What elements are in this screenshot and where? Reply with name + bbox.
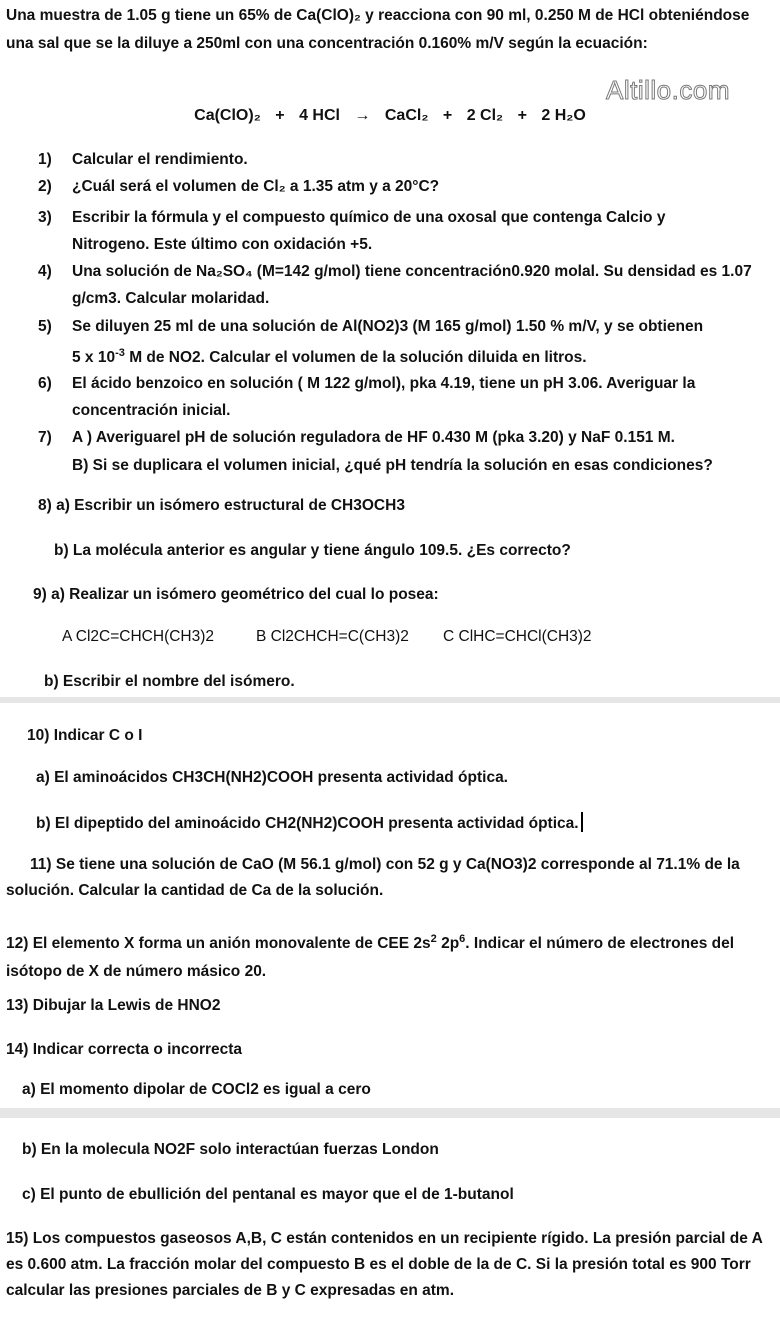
question-13: 13) Dibujar la Lewis de HNO2 (6, 997, 221, 1014)
question-12 (6, 925, 766, 986)
product-1: CaCl₂ (384, 107, 429, 124)
superscript: 6 (459, 933, 466, 945)
option-b: B Cl2CHCH=C(CH3)2 (256, 628, 409, 645)
question-text: El ácido benzoico en solución ( M 122 g/mol), pka 4.19, tiene un pH 3.06. Averiguar la concentración inicial. (72, 375, 696, 419)
question-4 (38, 258, 768, 312)
question-15: 15) Los compuestos gaseosos A,B, C están contenidos en un recipiente rígido. La presión parcial de A es 0.600 atm. La fracción molar del compuesto B es el doble de la de C. Si la presión total es 900 Torr calcular las presiones parciales de B y C expresadas en atm. (6, 1230, 763, 1299)
question-number: 2) (38, 178, 52, 195)
question-number: 6) (38, 375, 52, 392)
question-text-a: Se diluyen 25 ml de una solución de Al(NO2)3 (M 165 g/mol) 1.50 % m/V, y se obtienen (72, 318, 704, 335)
question-7b: B) Si se duplicara el volumen inicial, ¿qué pH tendría la solución en esas condiciones? (72, 457, 713, 474)
option-a: A Cl2C=CHCH(CH3)2 (62, 628, 215, 645)
question-number: 7) (38, 429, 52, 446)
question-11: 11) Se tiene una solución de CaO (M 56.1 g/mol) con 52 g y Ca(NO3)2 corresponde al 71.1% de la solución. Calcular la cantidad de Ca de la solución. (6, 856, 740, 899)
question-8b: b) La molécula anterior es angular y tiene ángulo 109.5. ¿Es correcto? (54, 542, 571, 559)
question-2 (38, 177, 768, 196)
text-cursor-icon (581, 812, 583, 832)
question-12b: 2p (436, 935, 460, 953)
question-number: 1) (38, 151, 52, 168)
question-text-c: M de NO2. Calcular el volumen de la solución diluida en litros. (124, 349, 587, 367)
question-7a: A ) Averiguarel pH de solución reguladora de HF 0.430 M (pka 3.20) y NaF 0.151 M. (72, 429, 675, 446)
product-2: 2 Cl₂ (466, 107, 504, 124)
question-14: 14) Indicar correcta o incorrecta (6, 1041, 243, 1058)
question-text: Calcular el rendimiento. (72, 151, 248, 168)
plus-sign: + (517, 107, 527, 124)
question-12c: . Indicar el número de electrones del isótopo de X de número másico 20. (6, 935, 735, 981)
question-9b: b) Escribir el nombre del isómero. (44, 673, 295, 690)
question-9a: 9) a) Realizar un isómero geométrico del cual lo posea: (33, 586, 439, 603)
question-12a: 12) El elemento X forma un anión monovalente de CEE 2s (6, 935, 431, 953)
question-10b-text: b) El dipeptido del aminoácido CH2(NH2)COOH presenta actividad óptica. (36, 815, 579, 832)
question-text: Escribir la fórmula y el compuesto químico de una oxosal que contenga Calcio y Nitrogeno. Este último con oxidación +5. (72, 209, 666, 253)
question-text: Una solución de Na₂SO₄ (M=142 g/mol) tiene concentración0.920 molal. Su densidad es 1.07 g/cm3. Calcular molaridad. (72, 263, 752, 307)
section-divider (0, 697, 780, 703)
question-5 (38, 313, 768, 371)
plus-sign: + (442, 107, 453, 124)
question-1 (38, 150, 768, 169)
reaction-equation (0, 106, 780, 126)
exponent: -3 (115, 347, 125, 359)
question-7 (38, 424, 768, 480)
option-c: C ClHC=CHCl(CH3)2 (443, 628, 592, 645)
product-3: 2 H₂O (541, 107, 586, 124)
question-text (72, 313, 772, 371)
question-number: 4) (38, 263, 52, 280)
reactant-2: 4 HCl (299, 107, 340, 124)
question-3 (38, 204, 768, 258)
watermark-logo: Altillo.com (606, 75, 730, 105)
arrow-icon: → (354, 107, 371, 124)
question-text-b: 5 x 10 (72, 349, 116, 367)
plus-sign: + (275, 107, 285, 124)
question-14c: c) El punto de ebullición del pentanal es mayor que el de 1-butanol (22, 1186, 514, 1203)
question-14a: a) El momento dipolar de COCl2 es igual a cero (22, 1081, 371, 1098)
reactant-1: Ca(ClO)₂ (194, 107, 261, 124)
question-10a: a) El aminoácidos CH3CH(NH2)COOH presenta actividad óptica. (36, 769, 508, 786)
intro-paragraph: Una muestra de 1.05 g tiene un 65% de Ca(ClO)₂ y reacciona con 90 ml, 0.250 M de HCl obteniéndose una sal que se la diluye a 250ml con una concentración 0.160% m/V según la ecuación: (6, 7, 750, 52)
question-14b: b) En la molecula NO2F solo interactúan fuerzas London (22, 1141, 439, 1158)
question-text (72, 424, 772, 480)
question-10: 10) Indicar C o I (27, 727, 143, 744)
superscript: 2 (430, 933, 437, 945)
question-8a: 8) a) Escribir un isómero estructural de CH3OCH3 (38, 497, 405, 514)
question-text: ¿Cuál será el volumen de Cl₂ a 1.35 atm y a 20°C? (72, 178, 440, 195)
question-number: 3) (38, 209, 52, 226)
question-10b (36, 812, 583, 833)
section-divider (0, 1108, 780, 1118)
question-number: 5) (38, 318, 52, 335)
question-6 (38, 370, 768, 424)
